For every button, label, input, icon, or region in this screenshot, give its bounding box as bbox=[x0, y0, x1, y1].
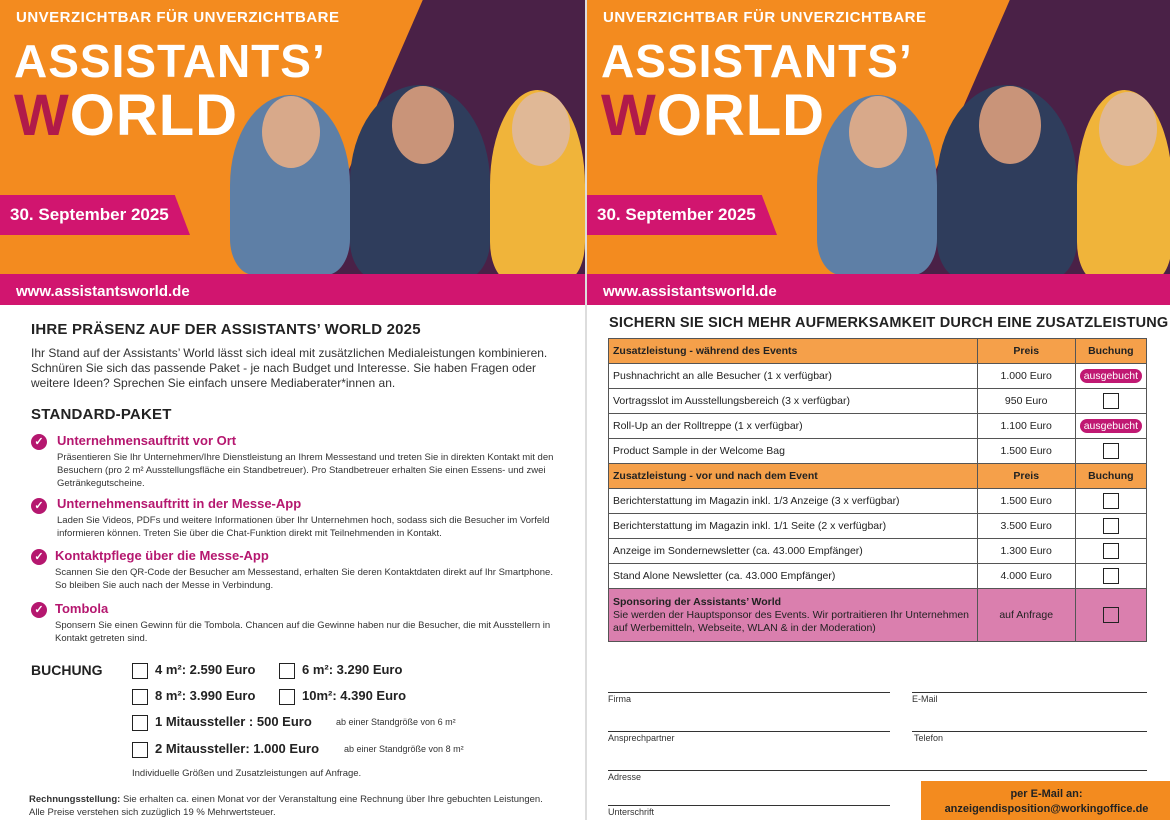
website-url[interactable]: www.assistantsworld.de bbox=[16, 283, 190, 300]
unterschrift-label: Unterschrift bbox=[608, 807, 655, 817]
option-2-mitaussteller[interactable]: 2 Mitaussteller: 1.000 Euro bbox=[132, 741, 319, 758]
checkbox[interactable] bbox=[132, 663, 148, 679]
adresse-line[interactable] bbox=[608, 770, 1147, 771]
hero-title-line2 bbox=[601, 82, 825, 149]
checkbox[interactable] bbox=[1103, 607, 1119, 623]
option-6m2[interactable]: 6 m²: 3.290 Euro bbox=[279, 662, 402, 679]
item-title: Kontaktpflege über die Messe-App bbox=[55, 548, 269, 563]
checkbox[interactable] bbox=[132, 689, 148, 705]
standard-package-heading: STANDARD-PAKET bbox=[31, 406, 172, 423]
check-icon: ✓ bbox=[31, 602, 47, 618]
table-row: Anzeige im Sondernewsletter (ca. 43.000 Empfänger) 1.300 Euro bbox=[609, 539, 1147, 564]
sold-out-badge: ausgebucht bbox=[1080, 369, 1142, 383]
telefon-label: Telefon bbox=[914, 733, 944, 743]
sold-out-badge: ausgebucht bbox=[1080, 419, 1142, 433]
item-title: Unternehmensauftritt vor Ort bbox=[57, 433, 237, 448]
col-booking: Buchung bbox=[1075, 339, 1146, 364]
booking-label: BUCHUNG bbox=[31, 662, 103, 678]
option-1-mitaussteller[interactable]: 1 Mitaussteller : 500 Euro bbox=[132, 714, 312, 731]
checkbox[interactable] bbox=[279, 689, 295, 705]
checkbox[interactable] bbox=[1103, 568, 1119, 584]
invoice-note: Rechnungsstellung: Sie erhalten ca. einen Monat vor der Veranstaltung eine Rechnung über Ihre gebuchten Leistungen. Alle Preise verstehen sich zuzüglich 19 % Mehrwertsteuer. bbox=[29, 794, 543, 818]
hero-tagline: UNVERZICHTBAR FÜR UNVERZICHTBARE bbox=[16, 9, 340, 26]
table-header: Zusatzleistung - vor und nach dem Event Preis Buchung bbox=[609, 464, 1147, 489]
item-title: Tombola bbox=[55, 601, 109, 616]
adresse-label: Adresse bbox=[608, 772, 642, 782]
checkbox[interactable] bbox=[279, 663, 295, 679]
option-note: ab einer Standgröße von 6 m² bbox=[336, 717, 456, 727]
services-table bbox=[608, 338, 1147, 642]
table-row: Product Sample in der Welcome Bag 1.500 Euro bbox=[609, 439, 1147, 464]
option-8m2[interactable]: 8 m²: 3.990 Euro bbox=[132, 688, 255, 705]
checkbox[interactable] bbox=[1103, 493, 1119, 509]
table-header bbox=[609, 339, 1147, 364]
sponsor-row bbox=[609, 589, 1147, 642]
group-title: Zusatzleistung - während des Events bbox=[609, 339, 978, 364]
event-date: 30. September 2025 bbox=[597, 205, 756, 224]
sponsor-price: auf Anfrage bbox=[977, 589, 1075, 642]
person-photo bbox=[392, 86, 454, 164]
email-cta-box bbox=[921, 781, 1170, 820]
cta-email-link[interactable]: anzeigendisposition@workingoffice.de bbox=[944, 803, 1149, 815]
option-note: ab einer Standgröße von 8 m² bbox=[344, 744, 464, 754]
event-date: 30. September 2025 bbox=[10, 205, 169, 224]
item-description: Präsentieren Sie Ihr Unternehmen/Ihre Dienstleistung an Ihrem Messestand und treten Sie in direkten Kontakt mit den Besuchern (pro 2 m² Ausstellungsfläche ein Standbetreuer). Pro Standbetreuer erhalten Sie einen Essens- und zwei Getränkegutscheine. bbox=[57, 452, 554, 489]
table-row: Stand Alone Newsletter (ca. 43.000 Empfänger) 4.000 Euro bbox=[609, 564, 1147, 589]
email-label: E-Mail bbox=[912, 694, 938, 704]
check-icon: ✓ bbox=[31, 498, 47, 514]
checkbox[interactable] bbox=[132, 742, 148, 758]
table-row: Berichterstattung im Magazin inkl. 1/3 Anzeige (3 x verfügbar) 1.500 Euro bbox=[609, 489, 1147, 514]
hero-tagline: UNVERZICHTBAR FÜR UNVERZICHTBARE bbox=[603, 9, 927, 26]
sponsor-title: Sponsoring der Assistants’ World bbox=[613, 595, 782, 608]
col-price: Preis bbox=[977, 339, 1075, 364]
item-description: Sponsern Sie einen Gewinn für die Tombola. Chancen auf die Gewinne haben nur die Besucher, die mit Ausstellern in Kontakt getreten sind. bbox=[55, 620, 551, 644]
cta-label: per E-Mail an: bbox=[1010, 788, 1083, 800]
item-description: Laden Sie Videos, PDFs und weitere Informationen über Ihr Unternehmen hoch, sodass sich die Besucher im Vorfeld informieren können. Treten Sie über die Chat-Funktion direkt mit Teilnehmenden in Kontakt. bbox=[57, 515, 550, 539]
person-photo bbox=[262, 96, 320, 168]
page-title: IHRE PRÄSENZ AUF DER ASSISTANTS’ WORLD 2025 bbox=[31, 321, 421, 338]
table-row: Roll-Up an der Rolltreppe (1 x verfügbar) 1.100 Euro ausgebucht bbox=[609, 414, 1147, 439]
hero-title-line1: ASSISTANTS’ bbox=[601, 35, 913, 87]
checkbox[interactable] bbox=[1103, 543, 1119, 559]
checkbox[interactable] bbox=[1103, 443, 1119, 459]
firma-line[interactable] bbox=[608, 692, 890, 693]
person-photo bbox=[979, 86, 1041, 164]
website-url[interactable]: www.assistantsworld.de bbox=[603, 283, 777, 300]
checkbox[interactable] bbox=[1103, 393, 1119, 409]
checkbox[interactable] bbox=[132, 715, 148, 731]
hero-title-w: W bbox=[14, 83, 70, 148]
check-icon: ✓ bbox=[31, 434, 47, 450]
hero-title-line1: ASSISTANTS’ bbox=[14, 35, 326, 87]
person-photo bbox=[1099, 92, 1157, 166]
sponsor-description: Sie werden der Hauptsponsor des Events. Wir portraitieren Ihr Unternehmen auf Werbemitteln, Webseite, WLAN & in der Moderation) bbox=[613, 608, 970, 634]
hero-banner bbox=[587, 0, 1170, 305]
option-4m2[interactable]: 4 m²: 2.590 Euro bbox=[132, 662, 255, 679]
hero-title-line2 bbox=[14, 82, 238, 149]
hero-title-w: W bbox=[601, 83, 657, 148]
option-10m2[interactable]: 10m²: 4.390 Euro bbox=[279, 688, 406, 705]
section-title: SICHERN SIE SICH MEHR AUFMERKSAMKEIT DURCH EINE ZUSATZLEISTUNG bbox=[609, 315, 1169, 331]
check-icon: ✓ bbox=[31, 549, 47, 565]
table-row: Vortragsslot im Ausstellungsbereich (3 x verfügbar) 950 Euro bbox=[609, 389, 1147, 414]
table-row: Pushnachricht an alle Besucher (1 x verfügbar) 1.000 Euro ausgebucht bbox=[609, 364, 1147, 389]
email-line[interactable] bbox=[912, 692, 1147, 693]
unterschrift-line[interactable] bbox=[608, 805, 890, 806]
right-page bbox=[587, 0, 1170, 820]
hero-title-rest: ORLD bbox=[69, 83, 239, 148]
group-title: Zusatzleistung - vor und nach dem Event bbox=[609, 464, 978, 489]
intro-text: Ihr Stand auf der Assistants’ World lässt sich ideal mit zusätzlichen Medialeistungen kombinieren. Schnüren Sie sich das passende Paket - je nach Budget und Interesse. Sie haben Fragen oder weitere Ideen? Sprechen Sie einfach unsere Mediaberater*innen an. bbox=[31, 346, 548, 390]
person-photo bbox=[512, 92, 570, 166]
person-photo bbox=[849, 96, 907, 168]
telefon-line[interactable] bbox=[912, 731, 1147, 732]
ansprechpartner-line[interactable] bbox=[608, 731, 890, 732]
item-title: Unternehmensauftritt in der Messe-App bbox=[57, 496, 302, 511]
ansprechpartner-label: Ansprechpartner bbox=[608, 733, 675, 743]
individual-note: Individuelle Größen und Zusatzleistungen auf Anfrage. bbox=[132, 768, 362, 779]
item-description: Scannen Sie den QR-Code der Besucher am Messestand, erhalten Sie deren Kontaktdaten direkt auf Ihr Smartphone. So bleiben Sie auch nach der Messe in Verbindung. bbox=[55, 567, 553, 591]
hero-banner bbox=[0, 0, 585, 305]
checkbox[interactable] bbox=[1103, 518, 1119, 534]
table-row: Berichterstattung im Magazin inkl. 1/1 Seite (2 x verfügbar) 3.500 Euro bbox=[609, 514, 1147, 539]
firma-label: Firma bbox=[608, 694, 631, 704]
hero-title-rest: ORLD bbox=[656, 83, 826, 148]
